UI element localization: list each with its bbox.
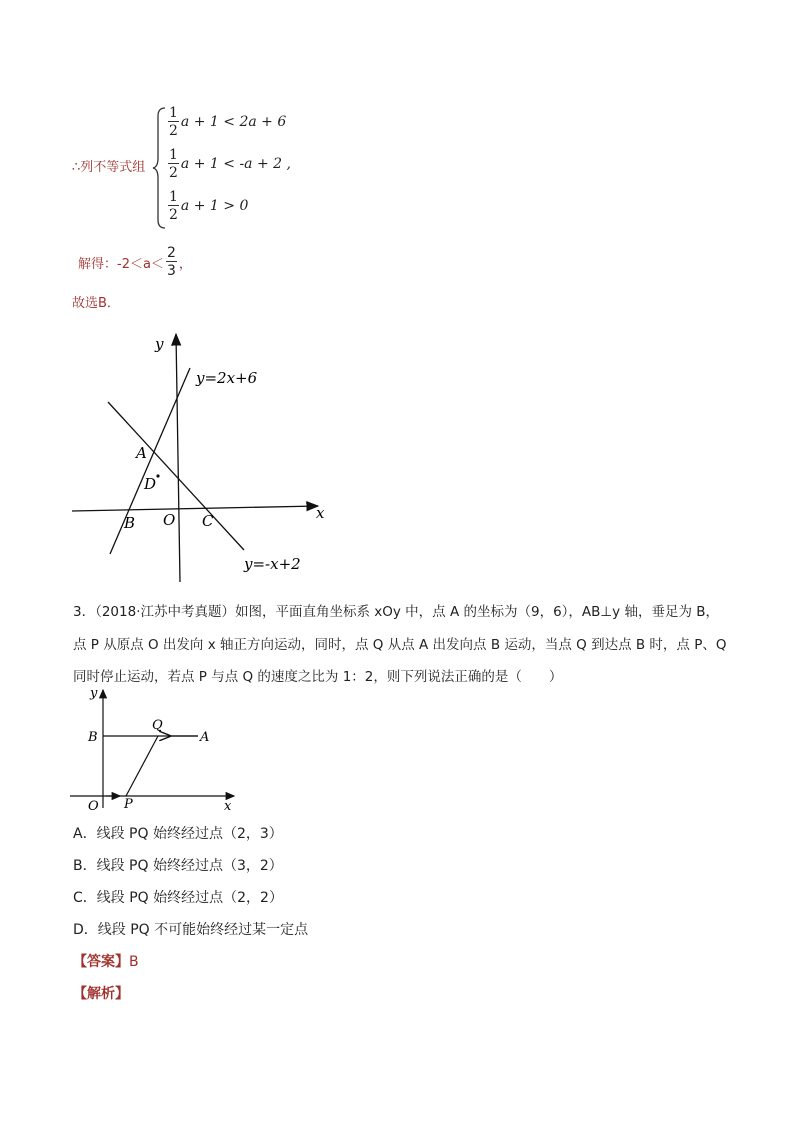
point-o-label: O (88, 799, 99, 814)
answer-value: B (129, 954, 139, 970)
point-d-label: D (144, 475, 157, 493)
solve-line: 解得：-2＜a＜ $\frac{2}{3}$ ， (78, 245, 192, 279)
question3-line1: 3．（2018·江苏中考真题）如图，平面直角坐标系 xOy 中，点 A 的坐标为（9，6），AB⊥y 轴，垂足为 B， (73, 604, 720, 620)
x-axis-label: x (224, 799, 232, 814)
figure-coordinate-pq (66, 684, 246, 814)
option-b: B．线段 PQ 始终经过点（3，2） (73, 858, 283, 874)
point-p-label: P (124, 797, 133, 812)
answer-line (73, 951, 139, 971)
therefore-label: ∴列不等式组 (72, 160, 146, 175)
point-a-label: A (200, 730, 210, 745)
inequality-row-1: $\frac{1}{2}$ a + 1 < 2a + 6 (169, 105, 287, 139)
x-axis (72, 506, 318, 511)
x-axis-label: x (316, 504, 325, 522)
y-axis-label: y (90, 686, 98, 701)
line1-label: y=2x+6 (196, 369, 258, 387)
point-c-label: C (202, 512, 214, 530)
point-a-label: A (136, 444, 147, 462)
inequality-row-2: $\frac{1}{2}$ a + 1 < -a + 2 , (169, 147, 291, 181)
option-c: C．线段 PQ 始终经过点（2，2） (73, 890, 283, 906)
line2-label: y=-x+2 (244, 555, 301, 573)
y-axis (176, 334, 180, 582)
y-axis-label: y (155, 335, 164, 353)
segment-pq (126, 736, 158, 796)
left-brace (152, 106, 168, 230)
option-d: D．线段 PQ 不可能始终经过某一定点 (73, 922, 309, 938)
point-o-label: O (163, 511, 176, 529)
option-a: A．线段 PQ 始终经过点（2，3） (73, 826, 283, 842)
choose-text: 故选B． (72, 296, 120, 311)
question3-line2: 点 P 从原点 O 出发向 x 轴正方向运动，同时，点 Q 从点 A 出发向点 B 运动，当点 Q 到达点 B 时，点 P、Q (73, 637, 727, 653)
figure-lines-graph (66, 328, 336, 588)
point-b-label: B (88, 730, 98, 745)
analysis-label: 【解析】 (73, 986, 129, 1002)
point-q-label: Q (152, 718, 163, 733)
inequality-row-3: $\frac{1}{2}$ a + 1 > 0 (169, 189, 249, 223)
question3-line3: 同时停止运动，若点 P 与点 Q 的速度之比为 1：2，则下列说法正确的是（ ） (73, 669, 563, 685)
point-d-dot (156, 474, 159, 477)
answer-label: 【答案】 (73, 954, 129, 970)
point-b-label: B (124, 514, 136, 532)
